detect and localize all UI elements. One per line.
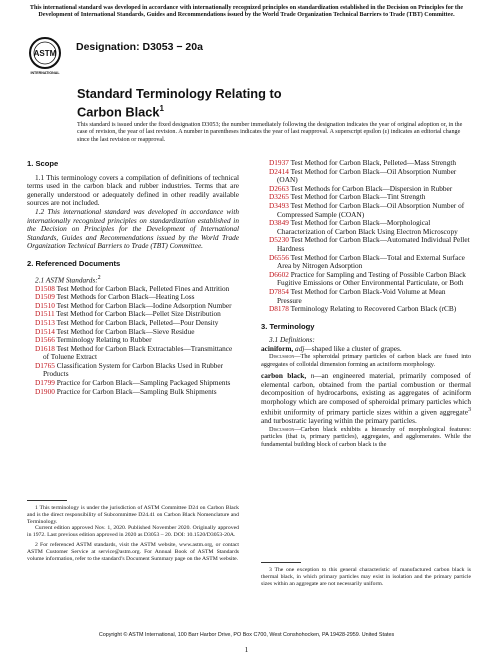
reference-title: Classification System for Carbon Blacks Used in Rubber Products bbox=[43, 360, 224, 379]
reference-title: Test Method for Carbon Black—Total and External Surface Area by Nitrogen Adsorption bbox=[277, 252, 465, 271]
reference-code-link[interactable]: D1514 bbox=[35, 326, 55, 336]
reference-code-link[interactable]: D2663 bbox=[269, 183, 289, 193]
reference-code-link[interactable]: D7854 bbox=[269, 286, 289, 296]
copyright-footer: Copyright © ASTM International, 100 Barr Harbor Drive, PO Box C700, West Conshohocken, PA 19428-2959. United States bbox=[98, 632, 395, 638]
footnote-rule-left bbox=[27, 500, 67, 501]
discussion-aciniform bbox=[261, 353, 471, 368]
reference-title: Practice for Sampling and Testing of Possible Carbon Black Fugitive Emissions or Other Environmental Particulate, or Both bbox=[277, 269, 466, 288]
reference-title: Test Method for Carbon Black—Morphological Characterization of Carbon Black Using Electron Microscopy bbox=[277, 218, 458, 236]
reference-code-link[interactable]: D3849 bbox=[269, 218, 289, 228]
reference-item bbox=[269, 288, 471, 305]
tbt-notice: This international standard was developed in accordance with internationally recognized principles on standardization established in the Decision on Principles for the Development of International Standards, Guides and Recommendations issued by the World Trade Organization Technical Barriers to Trade (TBT) Committee. bbox=[29, 5, 464, 19]
reference-list-right bbox=[261, 159, 471, 314]
discussion-aciniform-text: —The spheroidal primary particles of carbon black are fused into aggregates of colloidal dimension forming an aciniform morphology. bbox=[261, 353, 471, 368]
designation: Designation: D3053 − 20a bbox=[76, 41, 203, 53]
reference-title: Practice for Carbon Black—Sampling Bulk Shipments bbox=[54, 386, 217, 396]
reference-code-link[interactable]: D1799 bbox=[35, 378, 55, 388]
reference-code-link[interactable]: D3265 bbox=[269, 192, 289, 202]
reference-code-link[interactable]: D1765 bbox=[35, 360, 55, 370]
reference-title: Test Method for Carbon Black, Pelleted—Pour Density bbox=[54, 317, 219, 327]
references-heading: 2. Referenced Documents bbox=[27, 258, 121, 268]
title-line-2 bbox=[77, 101, 337, 119]
reference-title: Test Method for Carbon Black—Oil Absorption Number of Compressed Sample (COAN) bbox=[277, 200, 465, 219]
reference-code-link[interactable]: D8178 bbox=[269, 304, 289, 314]
definition-aciniform bbox=[261, 345, 471, 354]
astm-standards-footnote-mark: 2 bbox=[97, 274, 101, 281]
pos-aciniform: adj bbox=[293, 343, 305, 353]
term-aciniform: aciniform, bbox=[261, 343, 294, 353]
def-aciniform: —shaped like a cluster of grapes. bbox=[304, 343, 402, 353]
reference-code-link[interactable]: D1513 bbox=[35, 317, 55, 327]
footnotes-right bbox=[261, 567, 471, 587]
reference-title: Test Method for Carbon Black—Automated Individual Pellet Hardness bbox=[277, 235, 470, 253]
reference-item bbox=[269, 202, 471, 219]
reference-code-link[interactable]: D5230 bbox=[269, 235, 289, 245]
def-carbon-black: —an engineered material, primarily composed of elemental carbon, obtained from the partial combustion or thermal decomposition of hydrocarbons, existing as aggregates of aciniform morphology which are composed of spheroidal primary particles which exhibit uniformity of primary particle sizes within a given aggregate bbox=[261, 371, 471, 417]
footnotes-left bbox=[27, 505, 239, 562]
reference-item bbox=[269, 254, 471, 271]
reference-title: Test Methods for Carbon Black—Dispersion in Rubber bbox=[288, 183, 453, 193]
reference-code-link[interactable]: D1511 bbox=[35, 309, 55, 319]
reference-title: Test Method for Carbon Black—Sieve Residue bbox=[54, 326, 195, 336]
carbon-black-footnote-mark: 3 bbox=[467, 407, 471, 414]
reference-title: Test Methods for Carbon Black—Heating Loss bbox=[54, 292, 195, 302]
terminology-heading: 3. Terminology bbox=[261, 321, 315, 331]
reference-item bbox=[35, 362, 239, 379]
reference-code-link[interactable]: D3493 bbox=[269, 200, 289, 210]
footnote-2: 2 For referenced ASTM standards, visit the ASTM website, www.astm.org, or contact ASTM Customer Service at service@astm.org. For Annual Book of ASTM Standards volume information, refer to the standard’s Document Summary page on the ASTM website. bbox=[27, 541, 239, 562]
footnote-1b: Current edition approved Nov. 1, 2020. Published November 2020. Originally approved in 1972. Last previous edition approved in 2020 as D3053 – 20. DOI: 10.1520/D3053-20A. bbox=[27, 525, 239, 539]
reference-code-link[interactable]: D1618 bbox=[35, 343, 55, 353]
right-column bbox=[261, 159, 471, 448]
reference-item bbox=[269, 219, 471, 236]
scope-para-2: 1.2 This international standard was developed in accordance with internationally recognized principles on standardization established in the Decision on Principles for the Development of International Standards, Guides and Recommendations issued by the World Trade Organization Technical Barriers to Trade (TBT) Committee. bbox=[27, 206, 239, 251]
logo-text: ASTM bbox=[33, 49, 57, 58]
discussion-carbon-black-text: —Carbon black exhibits a hierarchy of morphological features: particles (that is, primary particles), aggregates, and agglomerates. While the fundamental building block of carbon black is the bbox=[261, 426, 471, 448]
reference-code-link[interactable]: D1510 bbox=[35, 300, 55, 310]
reference-title: Test Method for Carbon Black-Void Volume at Mean Pressure bbox=[277, 286, 446, 305]
reference-title: Test Method for Carbon Black—Tint Strength bbox=[288, 192, 426, 202]
reference-title: Test Method for Carbon Black—Iodine Adsorption Number bbox=[54, 300, 232, 310]
reference-item bbox=[269, 168, 471, 185]
reference-title: Test Method for Carbon Black, Pelleted Fines and Attrition bbox=[54, 283, 230, 293]
reference-item bbox=[269, 271, 471, 288]
def-carbon-black-end: and turbostratic layering within the primary particles. bbox=[261, 416, 417, 426]
reference-list-left bbox=[27, 285, 239, 397]
title-line-2-text: Carbon Black bbox=[77, 104, 160, 120]
astm-logo bbox=[28, 36, 62, 76]
scope-heading: 1. Scope bbox=[27, 159, 59, 168]
reference-code-link[interactable]: D1900 bbox=[35, 386, 55, 396]
reference-item bbox=[269, 236, 471, 253]
reference-item bbox=[35, 388, 239, 397]
discussion-carbon-black bbox=[261, 426, 471, 448]
scope-para-1: 1.1 This terminology covers a compilation of definitions of technical terms used in the carbon black and rubber industries. Terms that are generally understood or adequately defined in other readily available sources are not included. bbox=[27, 172, 239, 208]
title-line-1: Standard Terminology Relating to bbox=[77, 86, 282, 101]
reference-title: Practice for Carbon Black—Sampling Packaged Shipments bbox=[54, 378, 231, 388]
astm-standards-text: 2.1 ASTM Standards: bbox=[35, 274, 98, 284]
reference-code-link[interactable]: D1508 bbox=[35, 283, 55, 293]
definition-carbon-black bbox=[261, 372, 471, 426]
reference-title: Terminology Relating to Recovered Carbon Black (rCB) bbox=[288, 304, 457, 314]
footnote-3: 3 The one exception to this general characteristic of manufactured carbon black is thermal black, in which primary particles may exist in isolation and the primary particle sizes within an aggregate are not necessarily uniform. bbox=[261, 567, 471, 587]
discussion-label: Discussion bbox=[269, 353, 295, 361]
reference-code-link[interactable]: D1566 bbox=[35, 335, 55, 345]
left-column bbox=[27, 160, 239, 396]
reference-item bbox=[269, 305, 471, 314]
document-title bbox=[77, 86, 337, 119]
footnote-1: 1 This terminology is under the jurisdiction of ASTM Committee D24 on Carbon Black and is the direct responsibility of Subcommittee D24.41 on Carbon Black Nomenclature and Terminology. bbox=[27, 505, 239, 525]
reference-code-link[interactable]: D6556 bbox=[269, 252, 289, 262]
pos-carbon-black: n bbox=[306, 371, 315, 381]
footnote-rule-right bbox=[261, 562, 301, 563]
reference-title: Terminology Relating to Rubber bbox=[54, 335, 152, 345]
definitions-label: 3.1 Definitions: bbox=[269, 335, 315, 345]
term-carbon-black: carbon black, bbox=[261, 371, 307, 381]
reference-item bbox=[35, 345, 239, 362]
reference-title: Test Method for Carbon Black, Pelleted—Mass Strength bbox=[288, 158, 457, 167]
logo-subtext: INTERNATIONAL bbox=[30, 71, 60, 75]
reference-title: Test Method for Carbon Black—Oil Absorption Number (OAN) bbox=[277, 166, 457, 185]
reference-code-link[interactable]: D1937 bbox=[269, 158, 289, 167]
reference-code-link[interactable]: D2414 bbox=[269, 166, 289, 176]
issuance-statement: This standard is issued under the fixed designation D3053; the number immediately following the designation indicates the year of original adoption or, in the case of revision, the year of last revision. A number in parentheses indicates the year of last reapproval. A superscript epsilon (ε) indicates an editorial change since the last revision or reapproval. bbox=[77, 122, 463, 143]
reference-title: Test Method for Carbon Black—Pellet Size Distribution bbox=[54, 309, 221, 319]
discussion-label-2: Discussion bbox=[269, 426, 295, 434]
reference-code-link[interactable]: D1509 bbox=[35, 292, 55, 302]
reference-code-link[interactable]: D6602 bbox=[269, 269, 289, 279]
title-footnote-mark: 1 bbox=[159, 104, 164, 113]
page-number: 1 bbox=[244, 645, 249, 654]
reference-title: Test Method for Carbon Black Extractables—Transmittance of Toluene Extract bbox=[43, 343, 233, 362]
